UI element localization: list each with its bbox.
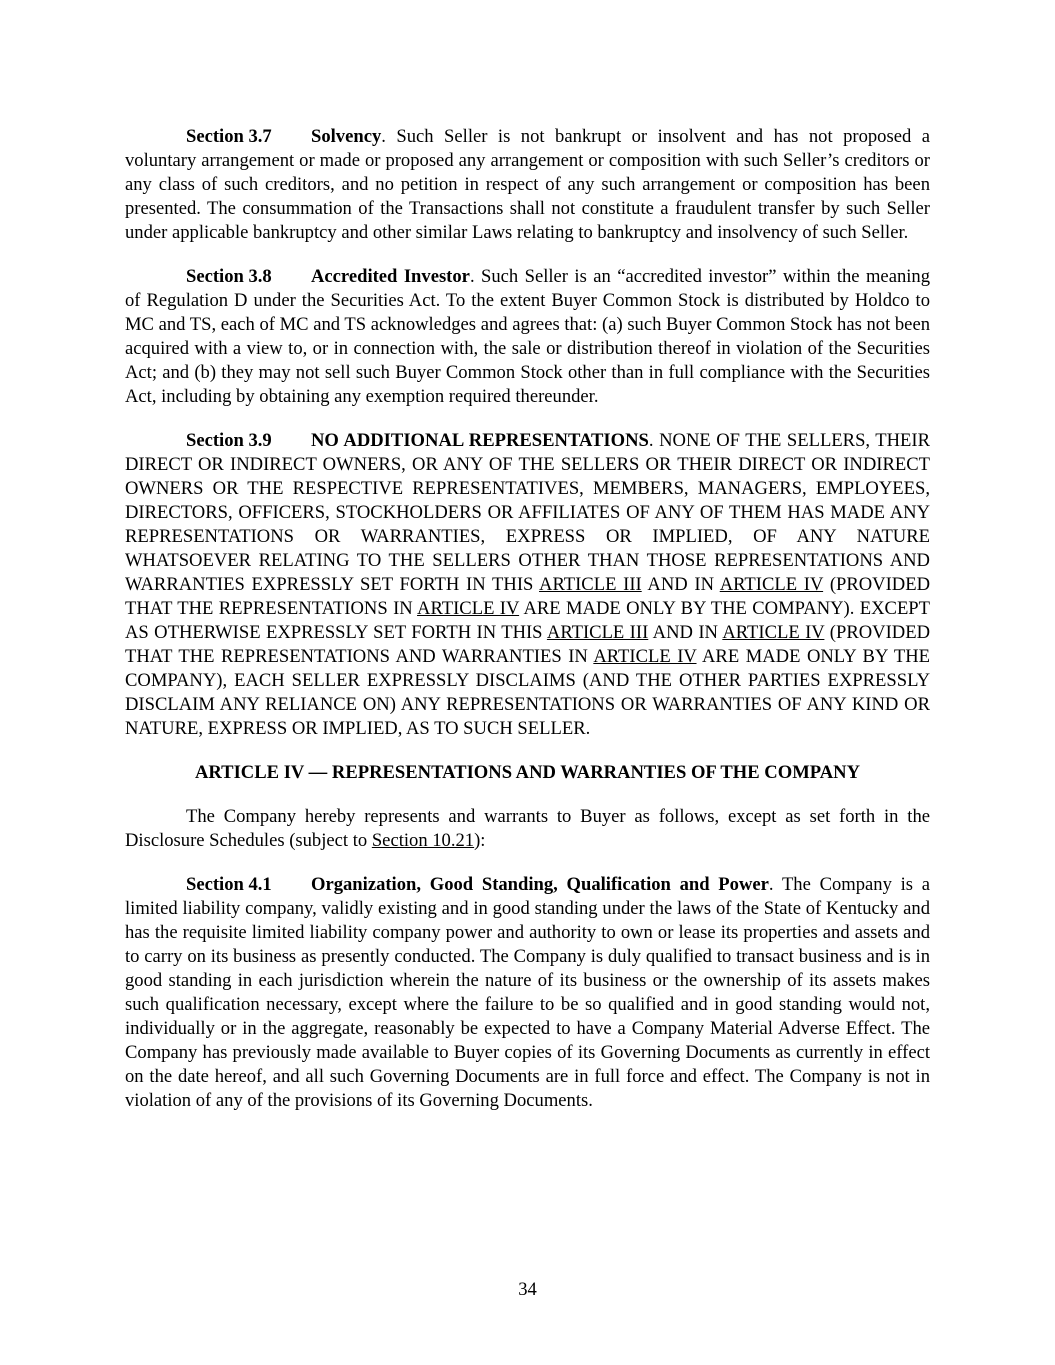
section-number: Section 3.9 <box>186 430 272 451</box>
section-number: Section 3.8 <box>186 266 272 287</box>
section-text: AND IN <box>641 574 720 595</box>
document-body <box>125 125 930 1133</box>
section-title: Solvency <box>311 126 382 147</box>
cross-reference: ARTICLE III <box>546 622 649 643</box>
section-text: ARE MADE ONLY BY THE COMPANY). EXCEPT AS OTHERWISE EXPRESSLY SET FORTH IN THIS <box>125 598 931 643</box>
section-3-8 <box>125 265 930 409</box>
section-title: NO ADDITIONAL REPRESENTATIONS <box>311 430 649 451</box>
section-text: (PROVIDED THAT THE REPRESENTATIONS IN <box>125 574 931 619</box>
section-title: Accredited Investor <box>311 266 470 287</box>
cross-reference: ARTICLE IV <box>593 646 697 667</box>
article-intro <box>125 805 930 853</box>
section-text: ARE MADE ONLY BY THE COMPANY), EACH SELLER EXPRESSLY DISCLAIMS (AND THE OTHER PARTIES EXPRESSLY DISCLAIM ANY RELIANCE ON) ANY REPRESENTATIONS OR WARRANTIES OF ANY KIND OR NATURE, EXPRESS OR IMPLIED, AS TO SUCH SELLER. <box>125 646 930 739</box>
cross-reference: ARTICLE IV <box>417 598 520 619</box>
cross-reference: ARTICLE IV <box>722 622 825 643</box>
section-4-1 <box>125 873 930 1113</box>
cross-reference: Section 10.21 <box>371 830 475 851</box>
section-3-7 <box>125 125 930 245</box>
section-text: AND IN <box>648 622 723 643</box>
cross-reference: ARTICLE IV <box>719 574 824 595</box>
intro-text: ): <box>474 830 486 851</box>
section-text: . NONE OF THE SELLERS, THEIR DIRECT OR INDIRECT OWNERS, OR ANY OF THE SELLERS OR THEIR DIRECT OR INDIRECT OWNERS OR THE RESPECTIVE REPRESENTATIVES, MEMBERS, MANAGERS, EMPLOYEES, DIRECTORS, OFFICERS, STOCKHOLDERS OR AFFILIATES OF ANY OF THEM HAS MADE ANY REPRESENTATIONS OR WARRANTIES, EXPRESS OR IMPLIED, OF ANY NATURE WHATSOEVER RELATING TO THE SELLERS OTHER THAN THOSE REPRESENTATIONS AND WARRANTIES EXPRESSLY SET FORTH IN THIS <box>125 430 930 595</box>
article-heading: ARTICLE IV — REPRESENTATIONS AND WARRANTIES OF THE COMPANY <box>194 762 861 783</box>
section-text: . The Company is a limited liability company, validly existing and in good standing under the laws of the State of Kentucky and has the requisite limited liability company power and authority to own or lease its properties and assets and to carry on its business as presently conducted. The Company is duly qualified to transact business and is in good standing in each jurisdiction wherein the nature of its business or the ownership of its assets makes such qualification necessary, except where the failure to be so qualified and in good standing would not, individually or in the aggregate, reasonably be expected to have a Company Material Adverse Effect. The Company has previously made available to Buyer copies of its Governing Documents as currently in effect on the date hereof, and all such Governing Documents are in full force and effect. The Company is not in violation of any of the provisions of its Governing Documents. <box>125 874 930 1111</box>
cross-reference: ARTICLE III <box>539 574 642 595</box>
section-title: Organization, Good Standing, Qualification and Power <box>311 874 769 895</box>
section-text: . Such Seller is not bankrupt or insolvent and has not proposed a voluntary arrangement or made or proposed any arrangement or composition with such Seller’s creditors or any class of such creditors, and no petition in respect of any such arrangement or composition has been presented. The consummation of the Transactions shall not constitute a fraudulent transfer by such Seller under applicable bankruptcy and other similar Laws relating to bankruptcy and insolvency of such Seller. <box>125 126 930 243</box>
section-number: Section 3.7 <box>186 126 272 147</box>
section-3-9 <box>125 429 930 741</box>
section-text: . Such Seller is an “accredited investor” within the meaning of Regulation D under the Securities Act. To the extent Buyer Common Stock is distributed by Holdco to MC and TS, each of MC and TS acknowledges and agrees that: (a) such Buyer Common Stock has not been acquired with a view to, or in connection with, the sale or distribution thereof in violation of the Securities Act; and (b) they may not sell such Buyer Common Stock other than in full compliance with the Securities Act, including by obtaining any exemption required thereunder. <box>125 266 930 407</box>
section-number: Section 4.1 <box>186 874 272 895</box>
section-text: (PROVIDED THAT THE REPRESENTATIONS AND WARRANTIES IN <box>125 622 931 667</box>
page-number: 34 <box>518 1279 537 1300</box>
intro-text: The Company hereby represents and warrants to Buyer as follows, except as set forth in the Disclosure Schedules (subject to <box>125 806 930 851</box>
